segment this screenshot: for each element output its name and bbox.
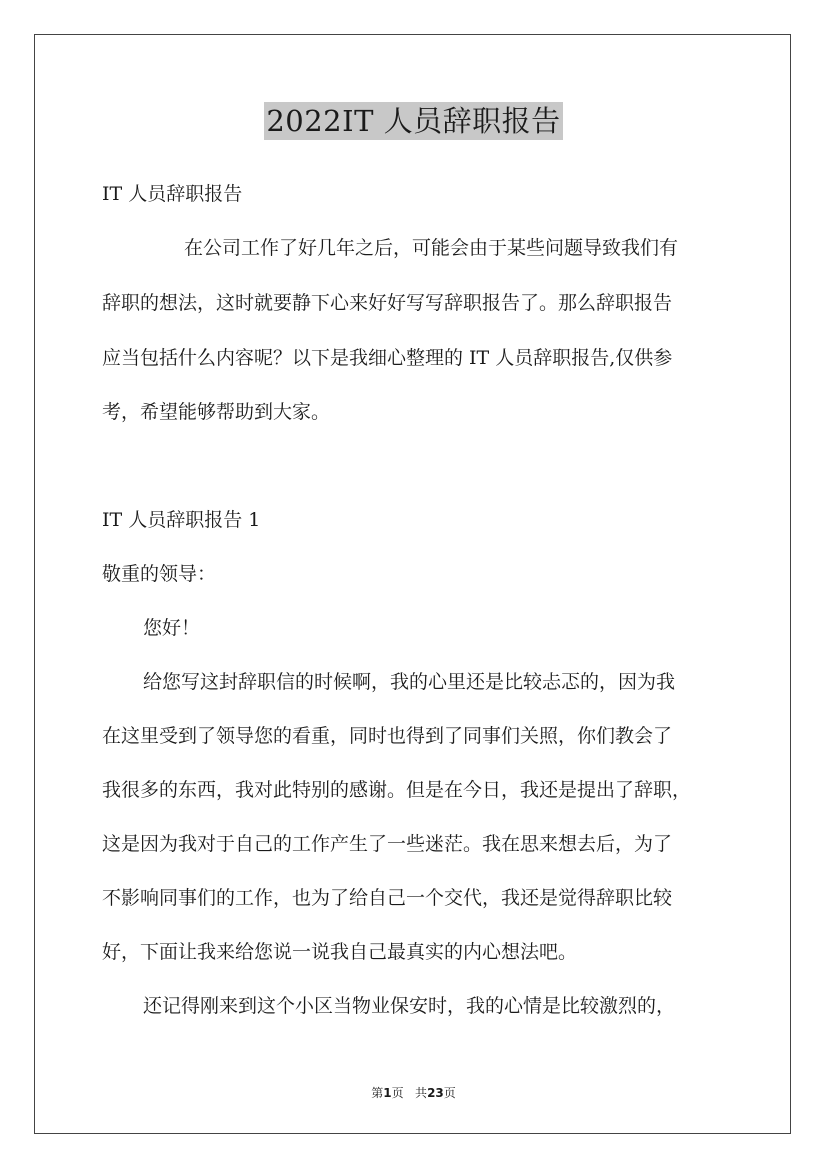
total-pages: 23 (427, 1086, 444, 1100)
intro-paragraph-line: 辞职的想法，这时就要静下心来好好写写辞职报告了。那么辞职报告 (102, 292, 673, 314)
report-heading: IT 人员辞职报告 (102, 183, 243, 205)
document-title: 2022IT 人员辞职报告 (266, 104, 561, 138)
body-paragraph-line: 这是因为我对于自己的工作产生了一些迷茫。我在思来想去后，为了 (102, 833, 673, 855)
body-paragraph-line: 我很多的东西，我对此特别的感谢。但是在今日，我还是提出了辞职， (102, 779, 692, 801)
salutation: 敬重的领导： (102, 563, 217, 585)
body-paragraph-line: 给您写这封辞职信的时候啊，我的心里还是比较忐忑的，因为我 (143, 671, 676, 693)
total-unit: 页 (443, 1086, 456, 1100)
body-paragraph-line: 还记得刚来到这个小区当物业保安时，我的心情是比较激烈的， (143, 995, 676, 1017)
body-paragraph-line: 不影响同事们的工作，也为了给自己一个交代，我还是觉得辞职比较 (102, 887, 673, 909)
greeting: 您好！ (143, 617, 201, 639)
page-label: 第 (371, 1086, 384, 1100)
intro-paragraph-line: 在公司工作了好几年之后，可能会由于某些问题导致我们有 (184, 237, 679, 259)
section-heading: IT 人员辞职报告 1 (102, 509, 261, 531)
title-container (0, 102, 827, 140)
intro-paragraph-line: 考，希望能够帮助到大家。 (102, 401, 331, 423)
total-label: 共 (415, 1086, 428, 1100)
page-footer (0, 1084, 827, 1101)
body-paragraph-line: 好，下面让我来给您说一说我自己最真实的内心想法吧。 (102, 941, 578, 963)
body-paragraph-line: 在这里受到了领导您的看重，同时也得到了同事们关照，你们教会了 (102, 725, 673, 747)
page-unit: 页 (391, 1086, 404, 1100)
intro-paragraph-line: 应当包括什么内容呢？以下是我细心整理的 IT 人员辞职报告,仅供参 (102, 347, 673, 369)
page-number: 1 (383, 1086, 392, 1100)
